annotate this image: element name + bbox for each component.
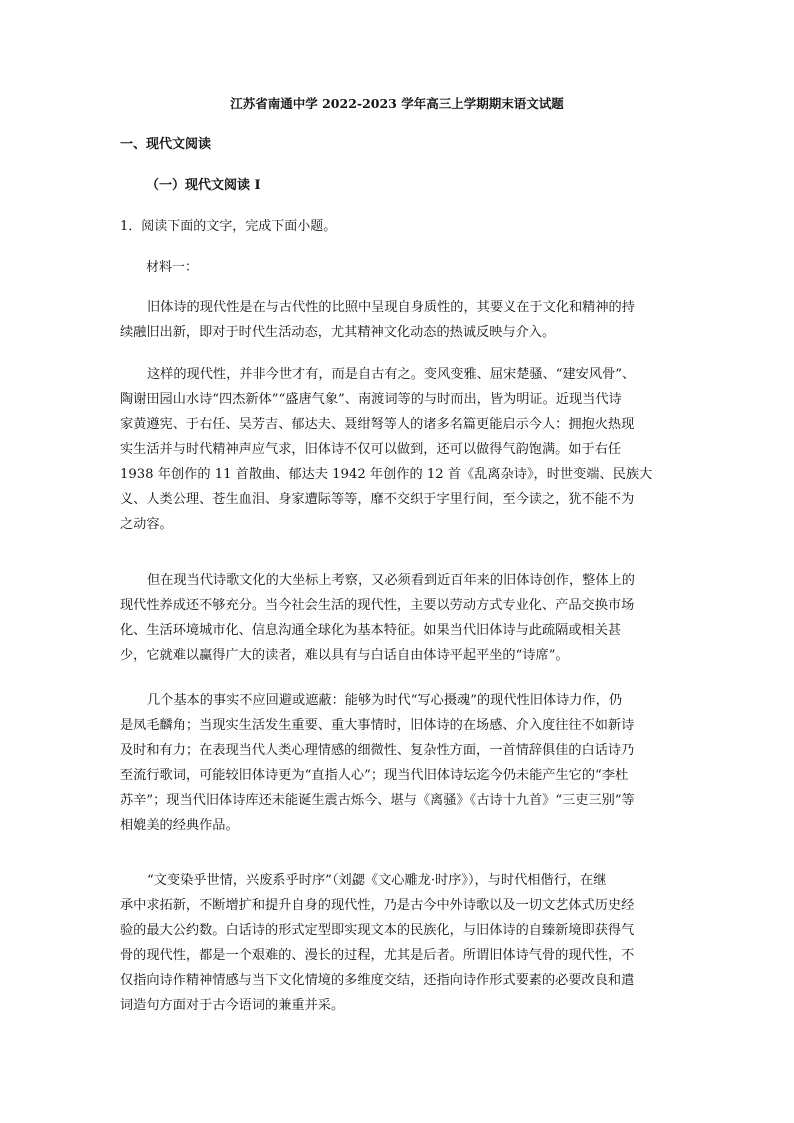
- paragraph-line: 旧体诗的现代性是在与古代性的比照中呈现自身质性的，其要义在于文化和精神的持: [147, 300, 635, 315]
- paragraph-line: 陶谢田园山水诗“四杰新体”“盛唐气象”、南渡词等的与时而出，皆为明证。近现当代诗: [120, 392, 622, 407]
- paragraph-4: [120, 688, 668, 838]
- question-prompt: 1．阅读下面的文字，完成下面小题。: [120, 219, 337, 234]
- paragraph-5: [120, 868, 668, 1018]
- paragraph-line: 续融旧出新，即对于时代生活动态，尤其精神文化动态的热诚反映与介入。: [120, 325, 556, 340]
- paragraph-line: 至流行歌词，可能较旧体诗更为“直指人心”；现当代旧体诗坛迄今仍未能产生它的“李杜: [120, 768, 629, 783]
- paragraph-3: [120, 568, 668, 668]
- material-label: 材料一：: [146, 260, 199, 275]
- paragraph-line: 苏辛”；现当代旧体诗库还未能诞生震古烁今、堪与《离骚》《古诗十九首》“三吏三别”等: [120, 793, 635, 808]
- paragraph-line: 骨的现代性，都是一个艰难的、漫长的过程，尤其是后者。所谓旧体诗气骨的现代性，不: [120, 948, 635, 963]
- section-heading: 一、现代文阅读: [120, 137, 212, 152]
- paragraph-line: 现代性养成还不够充分。当今社会生活的现代性，主要以劳动方式专业化、产品交换市场: [120, 598, 635, 613]
- paragraph-line: 义、人类公理、苍生血泪、身家遭际等等，靡不交织于字里行间，至今读之，犹不能不为: [120, 492, 635, 507]
- paragraph-line: 是凤毛麟角；当现实生活发生重要、重大事情时，旧体诗的在场感、介入度往往不如新诗: [120, 718, 635, 733]
- paragraph-line: 实生活并与时代精神声应气求，旧体诗不仅可以做到，还可以做得气韵饱满。如于右任: [120, 442, 622, 457]
- paragraph-line: 及时和有力；在表现当代人类心理情感的细微性、复杂性方面，一首情辞俱佳的白话诗乃: [120, 743, 635, 758]
- paragraph-line: 家黄遵宪、于右任、吴芳吉、郁达夫、聂绀弩等人的诸多名篇更能启示今人：拥抱火热现: [120, 417, 635, 432]
- paragraph-line: 承中求拓新，不断增扩和提升自身的现代性，乃是古今中外诗歌以及一切文艺体式历史经: [120, 898, 635, 913]
- paragraph-line: 仅指向诗作精神情感与当下文化情境的多维度交结，还指向诗作形式要素的必要改良和遣: [120, 973, 635, 988]
- paragraph-2: [120, 362, 668, 537]
- paragraph-line: 这样的现代性，并非今世才有，而是自古有之。变风变雅、屈宋楚骚、“建安风骨”、: [147, 367, 636, 382]
- paragraph-line: 验的最大公约数。白话诗的形式定型即实现文本的民族化，与旧体诗的自臻新境即获得气: [120, 923, 635, 938]
- paragraph-line: 但在现当代诗歌文化的大坐标上考察，又必须看到近百年来的旧体诗创作，整体上的: [147, 573, 635, 588]
- paragraph-1: [120, 295, 668, 345]
- paragraph-line: “文变染乎世情，兴废系乎时序”（刘勰《文心雕龙·时序》），与时代相偕行，在继: [147, 873, 607, 888]
- paragraph-line: 之动容。: [120, 517, 173, 532]
- subsection-heading: （一）现代文阅读 I: [146, 178, 261, 193]
- paragraph-line: 相媲美的经典作品。: [120, 818, 239, 833]
- paragraph-line: 1938 年创作的 11 首散曲、郁达夫 1942 年创作的 12 首《乱离杂诗》，时世变端、民族大: [120, 467, 653, 482]
- paragraph-line: 几个基本的事实不应回避或遮蔽：能够为时代“写心摄魂”的现代性旧体诗力作，仍: [147, 693, 623, 708]
- paragraph-line: 词造句方面对于古今语词的兼重并采。: [120, 998, 345, 1013]
- document-title: 江苏省南通中学 2022-2023 学年高三上学期期末语文试题: [230, 96, 564, 111]
- paragraph-line: 少，它就难以赢得广大的读者，难以具有与白话自由体诗平起平坐的“诗席”。: [120, 648, 569, 663]
- paragraph-line: 化、生活环境城市化、信息沟通全球化为基本特征。如果当代旧体诗与此疏隔或相关甚: [120, 623, 622, 638]
